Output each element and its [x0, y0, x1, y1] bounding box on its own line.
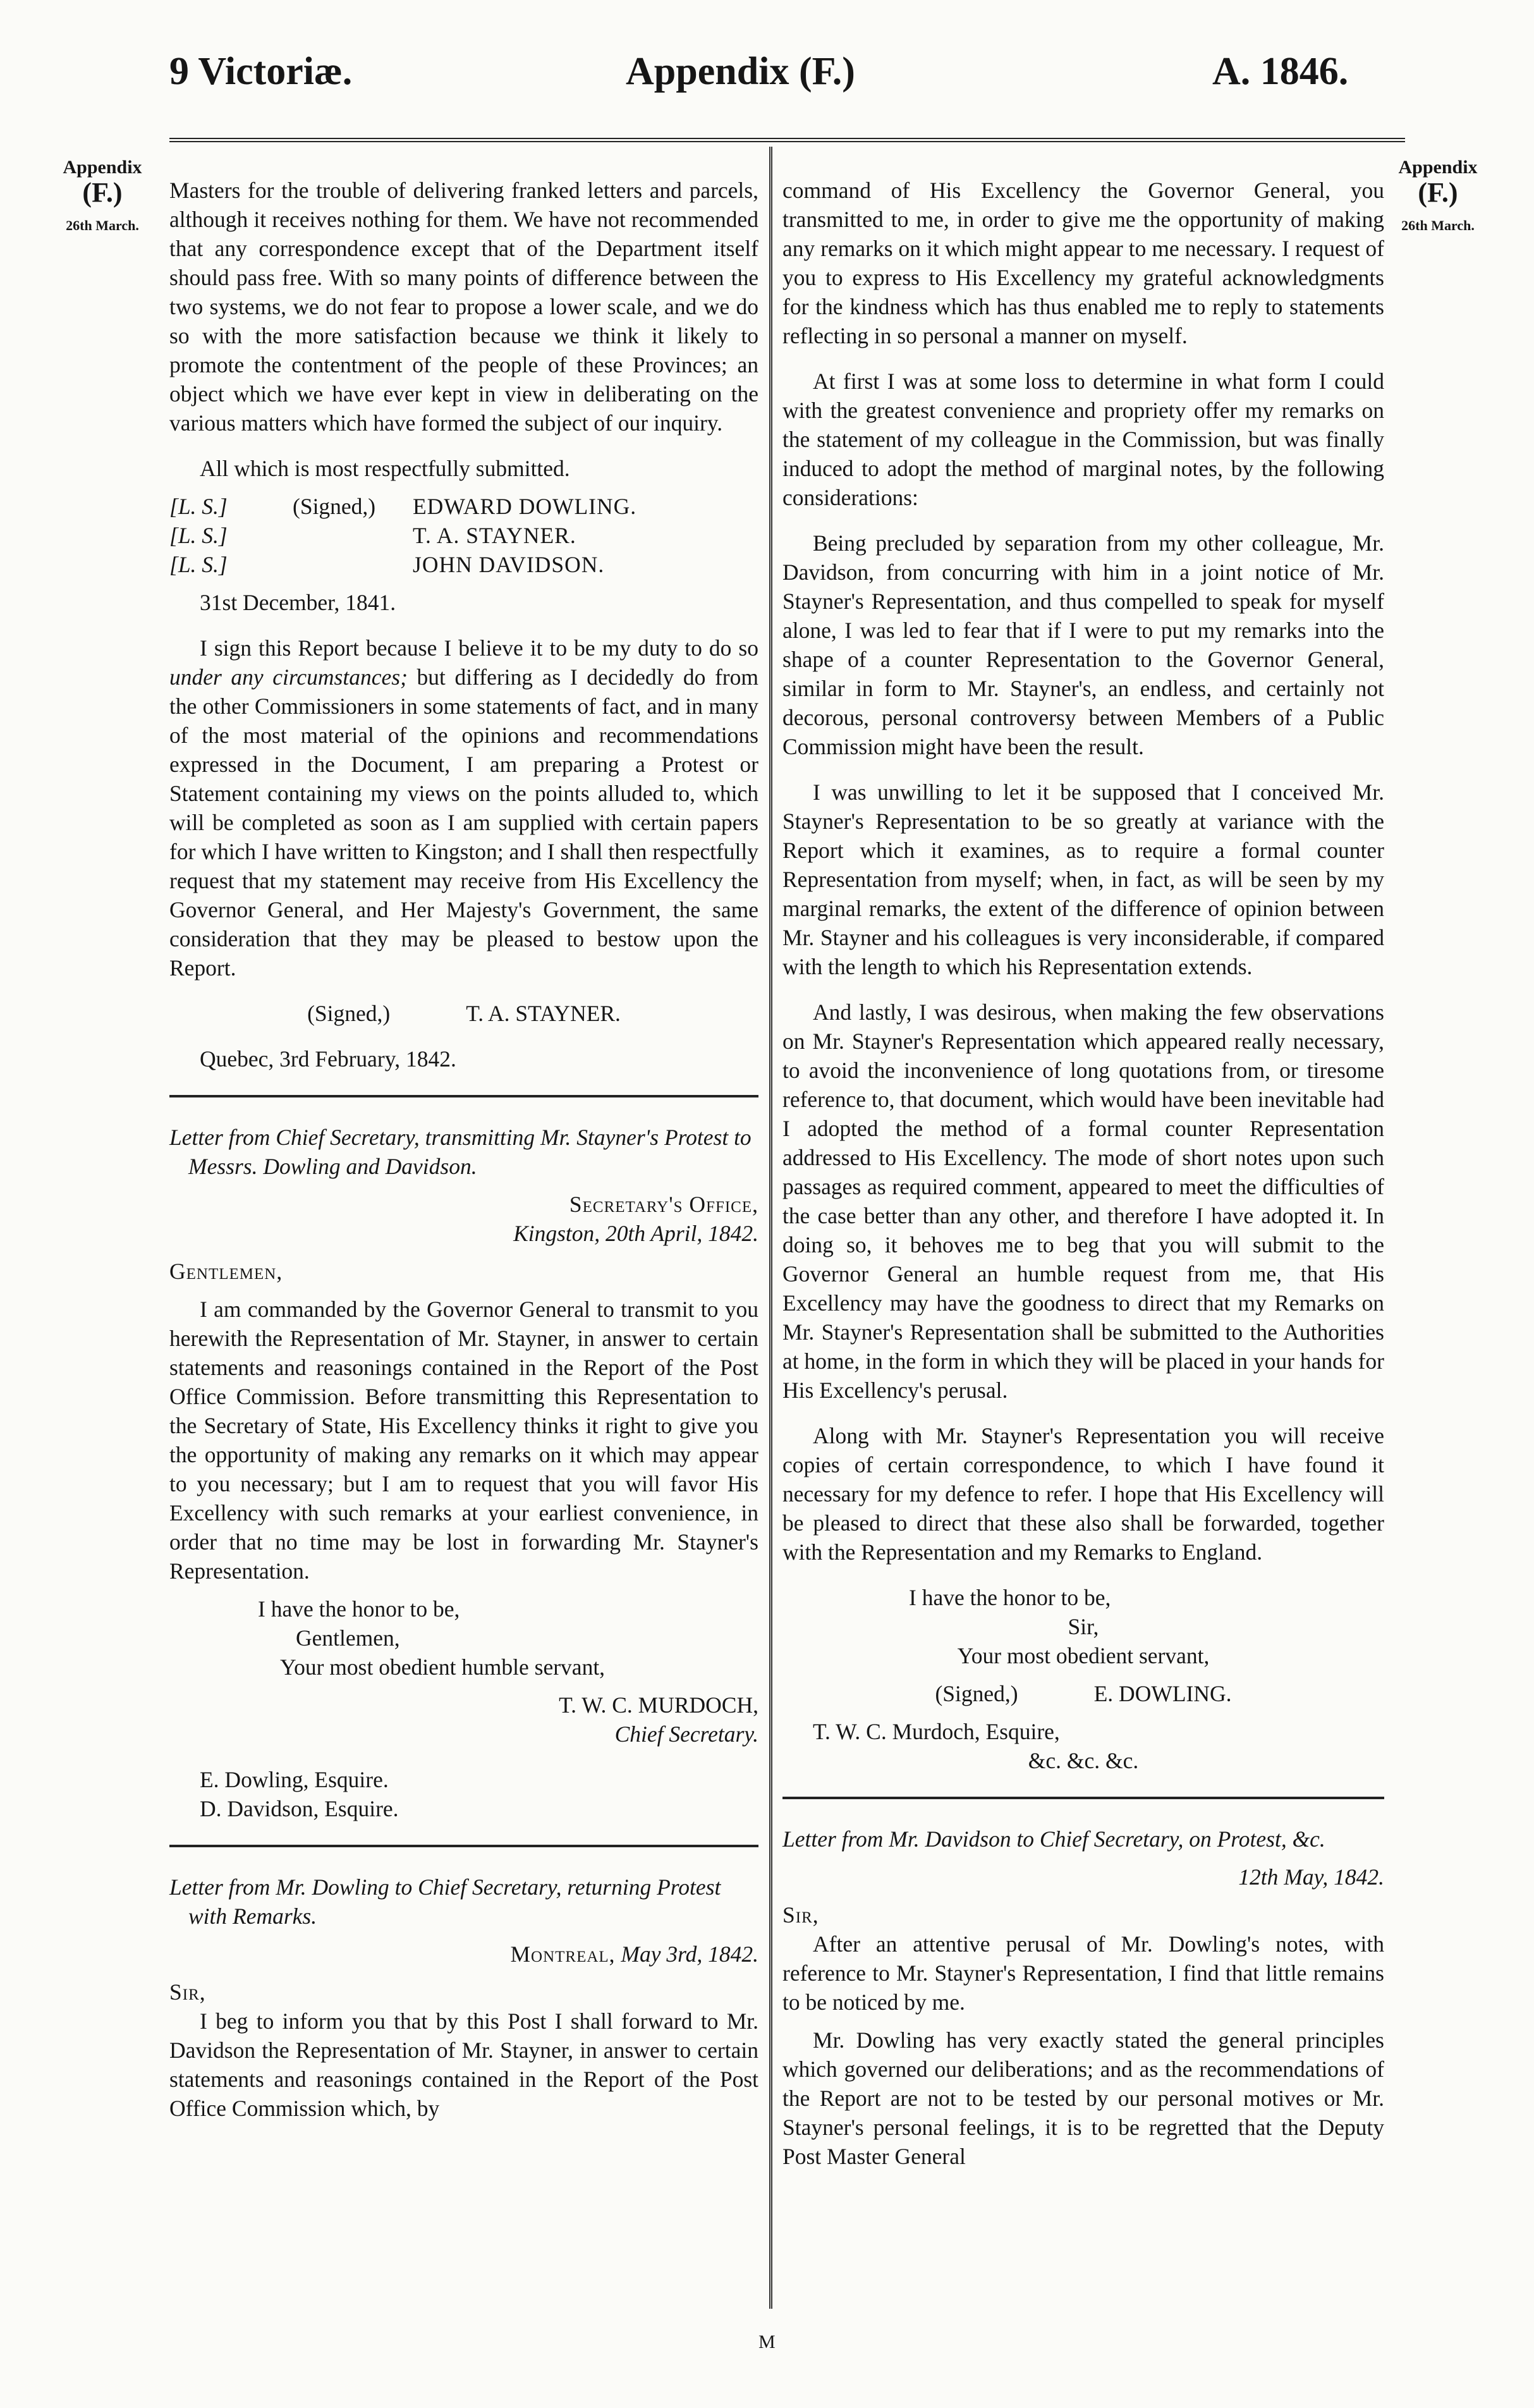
header-year: A. 1846. — [1212, 50, 1349, 93]
signed-label: (Signed,) — [307, 1001, 391, 1026]
letter-body: I was unwilling to let it be supposed that I conceived Mr. Stayner's Representation to be so greatly at variance with the Report which it examines, as to require a formal counter Representation from myself; when, in fact, as will be seen by my marginal remarks, the extent of the difference of opinion between Mr. Stayner and his colleagues is very inconsiderable, if compared with the length to which his Representation extends. — [782, 779, 1384, 979]
letter-closing: Gentlemen, — [296, 1625, 400, 1651]
letter-signature: T. W. C. MURDOCH, — [559, 1692, 758, 1718]
submission-line: All which is most respectfully submitted. — [200, 456, 570, 481]
letter-body: At first I was at some loss to determine in what form I could with the greatest convenience and propriety offer my remarks on the statement of my colleague in the Commission, but was finally induced to adopt the method of marginal notes, by the following considerations: — [782, 369, 1384, 510]
seal-mark: [L. S.] — [169, 494, 228, 519]
signer-name: EDWARD DOWLING. — [413, 494, 637, 519]
signer-name: JOHN DAVIDSON. — [413, 552, 605, 577]
letter-date: 12th May, 1842. — [1238, 1864, 1384, 1890]
letter-place-date: Montreal, May 3rd, 1842. — [510, 1941, 758, 1967]
letter-body: And lastly, I was desirous, when making the few observations on Mr. Stayner's Representation which appeared really necessary, to avoid the inconvenience of long quotations from, or tiresome reference to, that document, which would have been inevitable had I adopted the method of a formal counter Representation addressed to His Excellency. The mode of short notes upon such passages as required comment, appeared to meet the difficulties of the case better than any other, and therefore I have adopted it. In doing so, it behoves me to beg that you will submit to the Governor General an humble request from me, that His Excellency may have the goodness to direct that my Remarks on Mr. Stayner's Representation shall be submitted to the Authorities at home, in the form in which they will be placed in your hands for His Excellency's perusal. — [782, 999, 1384, 1403]
letter-salutation: Sir, — [169, 1979, 206, 2005]
right-column — [782, 176, 1384, 2171]
margin-note-letter: (F.) — [82, 177, 123, 208]
letter-body: Mr. Dowling has very exactly stated the general principles which governed our deliberations; and as the recommendations of the Report are not to be tested by our personal motives or Mr. Stayner's personal feelings, it is to be regretted that the Deputy Post Master General — [782, 2027, 1384, 2169]
report-closing-paragraph: Masters for the trouble of delivering franked letters and parcels, although it receives nothing for them. We have not recommended that any correspondence except that of the Department itself should pass free. With so many points of difference between the two systems, we do not fear to propose a lower scale, and we do so with the more satisfaction because we think it likely to promote the contentment of the people of these Provinces; an object which we have ever kept in view in deliberating on the various matters which have formed the subject of our inquiry. — [169, 178, 758, 436]
header-title: Appendix (F.) — [626, 50, 855, 93]
signed-label: (Signed,) — [935, 1681, 1018, 1706]
letter-closing: Your most obedient humble servant, — [280, 1654, 606, 1680]
letter-title: Letter from Chief Secretary, transmitting Mr. Stayner's Protest to Messrs. Dowling and Davidson. — [169, 1125, 752, 1179]
margin-note-letter: (F.) — [1418, 177, 1458, 208]
letter-addressee: T. W. C. Murdoch, Esquire, — [813, 1719, 1060, 1744]
letter-salutation: Gentlemen, — [169, 1259, 283, 1284]
signer-row — [169, 550, 758, 579]
stayner-note: I sign this Report because I believe it to be my duty to do so under any circumstances; but differing as I decidedly do from the other Commissioners in some statements of fact, and in many of the most material of the opinions and recommendations expressed in the Document, I am preparing a Protest or Statement containing my views on the points alluded to, which will be completed as soon as I am supplied with certain papers for which I have written to Kingston; and I shall then respectfully request that my statement may receive from His Excellency the Governor General, and Her Majesty's Government, the same consideration that they may be pleased to bestow upon the Report. — [169, 635, 758, 981]
letter-body: After an attentive perusal of Mr. Dowling's notes, with reference to Mr. Stayner's Representation, I find that little remains to be noticed by me. — [782, 1931, 1384, 2015]
section-rule — [169, 1845, 758, 1847]
margin-note-date: 26th March. — [1401, 217, 1475, 234]
signer-name: T. A. STAYNER. — [413, 523, 576, 548]
letter-addressee: E. Dowling, Esquire. — [200, 1767, 389, 1792]
signer-name: E. DOWLING. — [1093, 1681, 1232, 1706]
signature-mark: M — [758, 2332, 776, 2352]
letter-body: I am commanded by the Governor General to transmit to you herewith the Representation of Mr. Stayner, in answer to certain statements and reasonings contained in the Report of the Post Office Commission. Before transmitting this Representation to the Secretary of State, His Excellency thinks it right to give you the opportunity of making any remarks on it which may appear to you necessary; but I am to request that you will favor His Excellency with such remarks at your earliest convenience, in order that no time may be lost in forwarding Mr. Stayner's Representation. — [169, 1297, 758, 1584]
signed-label — [293, 550, 413, 579]
letter-closing: I have the honor to be, — [909, 1585, 1111, 1610]
letter-title: Letter from Mr. Dowling to Chief Secretary, returning Protest with Remarks. — [169, 1874, 721, 1929]
letter-body: command of His Excellency the Governor General, you transmitted to me, in order to give me the opportunity of making any remarks on it which might appear to me necessary. I request of you to express to His Excellency my grateful acknowledgments for the kindness which has thus enabled me to reply to statements reflecting in so personal a manner on myself. — [782, 178, 1384, 348]
margin-note-right — [1381, 157, 1495, 234]
seal-mark: [L. S.] — [169, 523, 228, 548]
margin-note-left — [46, 157, 159, 234]
signer-row — [169, 492, 758, 521]
letter-signature-title: Chief Secretary. — [614, 1721, 758, 1747]
letter-addressee: &c. &c. &c. — [1028, 1748, 1139, 1773]
signed-label: (Signed,) — [293, 494, 376, 519]
column-divider — [769, 147, 772, 2309]
stayner-signature — [169, 999, 758, 1028]
stayner-date: Quebec, 3rd February, 1842. — [200, 1046, 456, 1072]
letter-body: I beg to inform you that by this Post I shall forward to Mr. Davidson the Representation of Mr. Stayner, in answer to certain statements and reasonings contained in the Report of the Post Office Commission which, by — [169, 2008, 758, 2121]
letter-closing: Your most obedient servant, — [957, 1643, 1210, 1668]
margin-note-label: Appendix — [1398, 157, 1478, 178]
signer-name: T. A. STAYNER. — [466, 1001, 621, 1026]
letter-body: Along with Mr. Stayner's Representation you will receive copies of certain correspondence, to which I have found it necessary for my defence to refer. I hope that His Excellency will be pleased to direct that these also shall be forwarded, together with the Representation and my Remarks to England. — [782, 1423, 1384, 1565]
signer-row — [169, 521, 758, 550]
letter-place-date: Kingston, 20th April, 1842. — [513, 1221, 758, 1246]
header-session: 9 Victoriæ. — [169, 50, 353, 93]
section-rule — [782, 1797, 1384, 1799]
letter-title: Letter from Mr. Davidson to Chief Secretary, on Protest, &c. — [782, 1826, 1325, 1852]
seal-mark: [L. S.] — [169, 552, 228, 577]
letter-body: Being precluded by separation from my other colleague, Mr. Davidson, from concurring with him in a joint notice of Mr. Stayner's Representation, and thus compelled to speak for myself alone, I was led to fear that if I were to put my remarks into the shape of a counter Representation to the Governor General, similar in form to Mr. Stayner's, an endless, and certainly not decorous, personal controversy between Members of a Public Commission might have been the result. — [782, 530, 1384, 759]
letter-closing: I have the honor to be, — [258, 1596, 460, 1622]
margin-note-date: 26th March. — [66, 217, 139, 234]
letter-salutation: Sir, — [782, 1902, 819, 1928]
margin-note-label: Appendix — [63, 157, 142, 178]
header-rule — [169, 138, 1405, 142]
left-column — [169, 176, 758, 2123]
section-rule — [169, 1095, 758, 1097]
dowling-signature — [782, 1679, 1384, 1708]
letter-office: Secretary's Office, — [569, 1192, 758, 1217]
letter-closing: Sir, — [1068, 1614, 1099, 1639]
signed-label — [293, 521, 413, 550]
report-date: 31st December, 1841. — [200, 590, 396, 615]
letter-addressee: D. Davidson, Esquire. — [200, 1796, 399, 1821]
